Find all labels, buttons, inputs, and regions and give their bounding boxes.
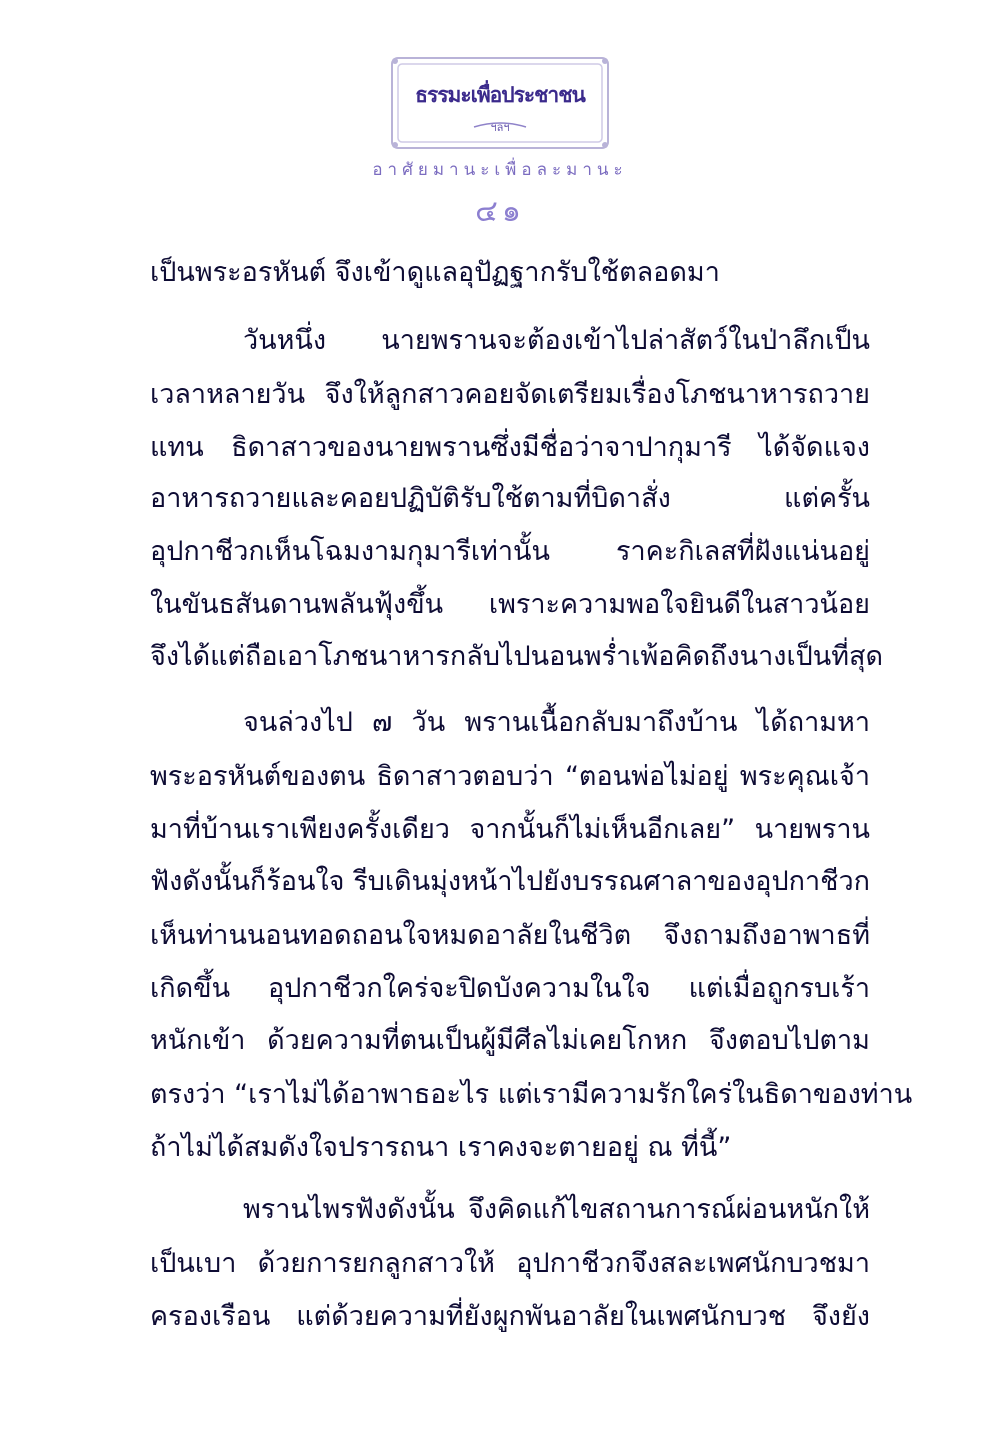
- running-head: อาศัยมานะเพื่อละมานะ: [372, 160, 628, 180]
- text-line: เป็นพระอรหันต์ จึงเข้าดูแลอุปัฏฐากรับใช้ตลอดมา: [150, 257, 720, 288]
- text-line: พรานไพรฟังดังนั้น จึงคิดแก้ไขสถานการณ์ผ่อนหนักให้: [243, 1194, 870, 1225]
- text-line: จนล่วงไป ๗ วัน พรานเนื้อกลับมาถึงบ้าน ได้ถามหา: [243, 707, 870, 738]
- text-line: ถ้าไม่ได้สมดังใจปรารถนา เราคงจะตายอยู่ ณ ที่นี้”: [150, 1132, 732, 1163]
- text-line: พระอรหันต์ของตน ธิดาสาวตอบว่า “ตอนพ่อไม่อยู่ พระคุณเจ้า: [150, 761, 870, 792]
- text-line: ในขันธสันดานพลันฟุ้งขึ้น เพราะความพอใจยินดีในสาวน้อย: [150, 589, 870, 620]
- text-line: มาที่บ้านเราเพียงครั้งเดียว จากนั้นก็ไม่เห็นอีกเลย” นายพราน: [150, 814, 870, 845]
- page-number: ๔๑: [475, 194, 525, 229]
- text-line: หนักเข้า ด้วยความที่ตนเป็นผู้มีศีลไม่เคยโกหก จึงตอบไปตาม: [150, 1025, 870, 1056]
- text-line: ตรงว่า “เราไม่ได้อาพาธอะไร แต่เรามีความรักใคร่ในธิดาของท่าน: [150, 1079, 913, 1110]
- logo-subtitle: ฯลฯ: [490, 121, 510, 134]
- text-line: เวลาหลายวัน จึงให้ลูกสาวคอยจัดเตรียมเรื่องโภชนาหารถวาย: [150, 379, 870, 410]
- text-line: อาหารถวายและคอยปฏิบัติรับใช้ตามที่บิดาสั่ง แต่ครั้น: [150, 483, 870, 514]
- text-line: จึงได้แต่ถือเอาโภชนาหารกลับไปนอนพร่ำเพ้อคิดถึงนางเป็นที่สุด: [150, 641, 884, 672]
- text-line: ฟังดังนั้นก็ร้อนใจ รีบเดินมุ่งหน้าไปยังบรรณศาลาของอุปกาชีวก: [150, 866, 870, 897]
- text-line: ครองเรือน แต่ด้วยความที่ยังผูกพันอาลัยในเพศนักบวช จึงยัง: [150, 1301, 870, 1332]
- logo-title: ธรรมะเพื่อประชาชน: [415, 82, 585, 107]
- text-line: เห็นท่านนอนทอดถอนใจหมดอาลัยในชีวิต จึงถามถึงอาพาธที่: [150, 920, 870, 951]
- text-line: เป็นเบา ด้วยการยกลูกสาวให้ อุปกาชีวกจึงสละเพศนักบวชมา: [150, 1248, 870, 1279]
- header-logo: [389, 55, 611, 151]
- text-line: อุปกาชีวกเห็นโฉมงามกุมารีเท่านั้น ราคะกิเลสที่ฝังแน่นอยู่: [150, 536, 870, 567]
- text-line: วันหนึ่ง นายพรานจะต้องเข้าไปล่าสัตว์ในป่าลึกเป็น: [243, 325, 870, 356]
- text-line: แทน ธิดาสาวของนายพรานซึ่งมีชื่อว่าจาปากุมารี ได้จัดแจง: [150, 432, 870, 463]
- text-line: เกิดขึ้น อุปกาชีวกใคร่จะปิดบังความในใจ แต่เมื่อถูกรบเร้า: [150, 973, 870, 1004]
